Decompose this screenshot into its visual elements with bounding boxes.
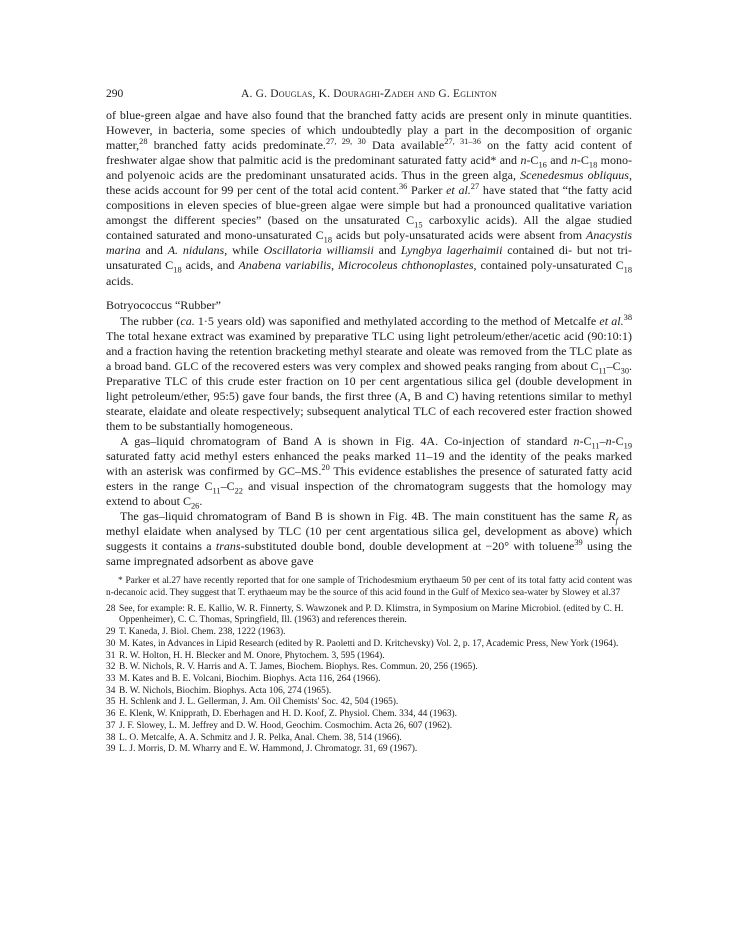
body-text [106,108,632,569]
footnote-text: * Parker et al.27 have recently reported that for one sample of Trichodesmium erythaeum 50 per cent of its total fatty acid content was n-decanoic acid. They suggest that T. erythaeum may be the source of this acid found in the Gulf of Mexico sea-water by Slowey et al.37 [106,576,632,599]
reference-item: 35 H. Schlenk and J. L. Gellerman, J. Am. Oil Chemists' Soc. 42, 504 (1965). [106,697,399,708]
reference-item: 31 R. W. Holton, H. H. Blecker and M. Onore, Phytochem. 3, 595 (1964). [106,650,385,661]
running-header [106,88,632,108]
reference-item: 29 T. Kaneda, J. Biol. Chem. 238, 1222 (1963). [106,627,286,638]
reference-item: 30 M. Kates, in Advances in Lipid Research (edited by R. Paoletti and D. Kritchevsky) Vol. 2, p. 17, Academic Press, New York (1964). [106,638,619,649]
reference-list [106,604,632,756]
footnote [106,576,632,599]
reference-item: 28 See, for example: R. E. Kallio, W. R. Finnerty, S. Wawzonek and P. D. Klimstra, in Symposium on Marine Microbiol. (edited by C. H. Oppenheimer), C. C. Thomas, Springfield, Ill. (1963) and references therein. [106,603,624,626]
reference-item: 36 E. Klenk, W. Knipprath, D. Eberhagen and H. D. Koof, Z. Physiol. Chem. 334, 44 (1963). [106,709,457,720]
reference-item: 39 L. J. Morris, D. M. Wharry and E. W. Hammond, J. Chromatogr. 31, 69 (1967). [106,744,418,755]
paragraph-4: The gas–liquid chromatogram of Band B is shown in Fig. 4B. The main constituent has the same $R_f$ as methyl elaidate when analysed by TLC (10 per cent argentatious silica gel, development as above) which suggests it contains a trans-substituted double bond, double development at −20° with toluene$^{39}$ using the same impregnated adsorbent as above gave [106,509,633,569]
page-number: 290 [106,88,124,100]
reference-item: 33 M. Kates and B. E. Volcani, Biochim. Biophys. Acta 116, 264 (1966). [106,673,381,684]
paragraph-2: The rubber (ca. 1·5 years old) was saponified and methylated according to the method of Metcalfe et al.$^{38}$ The total hexane extract was examined by preparative TLC using light petroleum/ether/acetic acid (90:10:1) and a fraction having the retention bracketing methyl stearate and oleate was removed from the TLC plate as a broad band. GLC of the recovered esters was very complex and showed peaks ranging from about $C_{11}-C_{30}$. Preparative TLC of this crude ester fraction on 10 per cent argentatious silica gel (double development in light petroleum/ether, 95:5) gave four bands, the first three (A, B and C) having retentions similar to methyl stearate, elaidate and oleate respectively; subsequent analytical TLC of each recovered ester fraction showed them to be substantially homogeneous. [106,312,632,433]
reference-item: 32 B. W. Nichols, R. V. Harris and A. T. James, Biochem. Biophys. Res. Commun. 20, 256 (1965). [106,662,478,673]
reference-item: 34 B. W. Nichols, Biochim. Biophys. Acta 106, 274 (1965). [106,685,332,696]
running-title: A. G. Douglas, K. Douraghi-Zadeh and G. Eglinton [240,88,498,100]
reference-item: 37 J. F. Slowey, L. M. Jeffrey and D. W. Hood, Geochim. Cosmochim. Acta 26, 607 (1962). [106,720,453,731]
page [106,88,632,756]
section-heading: Botryococcus “Rubber” [106,297,221,312]
paragraph-1: of blue-green algae and have also found that the branched fatty acids are present only in minute quantities. However, in bacteria, some species of which undoubtedly play a part in the decomposition of organic matter,$^{28}$ branched fatty acids predominate.$^{27, 29, 30}$ Data available$^{27, 31-36}$ on the fatty acid content of freshwater algae show that palmitic acid is the predominant saturated fatty acid* and $n-C_{16}$ and $n-C_{18}$ mono- and polyenoic acids are the predominant unsaturated acids. Thus in the green alga, Scenedesmus obliquus, these acids account for 99 per cent of the total acid content.$^{36}$ Parker et al.$^{27}$ have stated that “the fatty acid compositions in eleven species of blue-green algae were simple but had a pronounced qualitative variation amongst the different species” (based on the unsaturated $C_{15}$ carboxylic acids). All the algae studied contained saturated and mono-unsaturated $C_{18}$ acids but poly-unsaturated acids were absent from Anacystis marina and A. nidulans, while Oscillatoria williamsii and Lyngbya lagerhaimii contained di- but not tri-unsaturated $C_{18}$ acids, and Anabena variabilis, Microcoleus chthonoplastes, contained poly-unsaturated $C_{18}$ acids. [106,108,633,288]
paragraph-3: A gas–liquid chromatogram of Band A is shown in Fig. 4A. Co-injection of standard $n-C_{11}-n-C_{19}$ saturated fatty acid methyl esters enhanced the peaks marked 11–19 and the identity of the peaks marked with an asterisk was confirmed by GC–MS.$^{20}$ This evidence establishes the presence of saturated fatty acid esters in the range $C_{11}-C_{22}$ and visual inspection of the chromatogram suggests that the homology may extend to about $C_{26}$. [106,433,632,511]
reference-item: 38 L. O. Metcalfe, A. A. Schmitz and J. R. Pelka, Anal. Chem. 38, 514 (1966). [106,732,402,743]
